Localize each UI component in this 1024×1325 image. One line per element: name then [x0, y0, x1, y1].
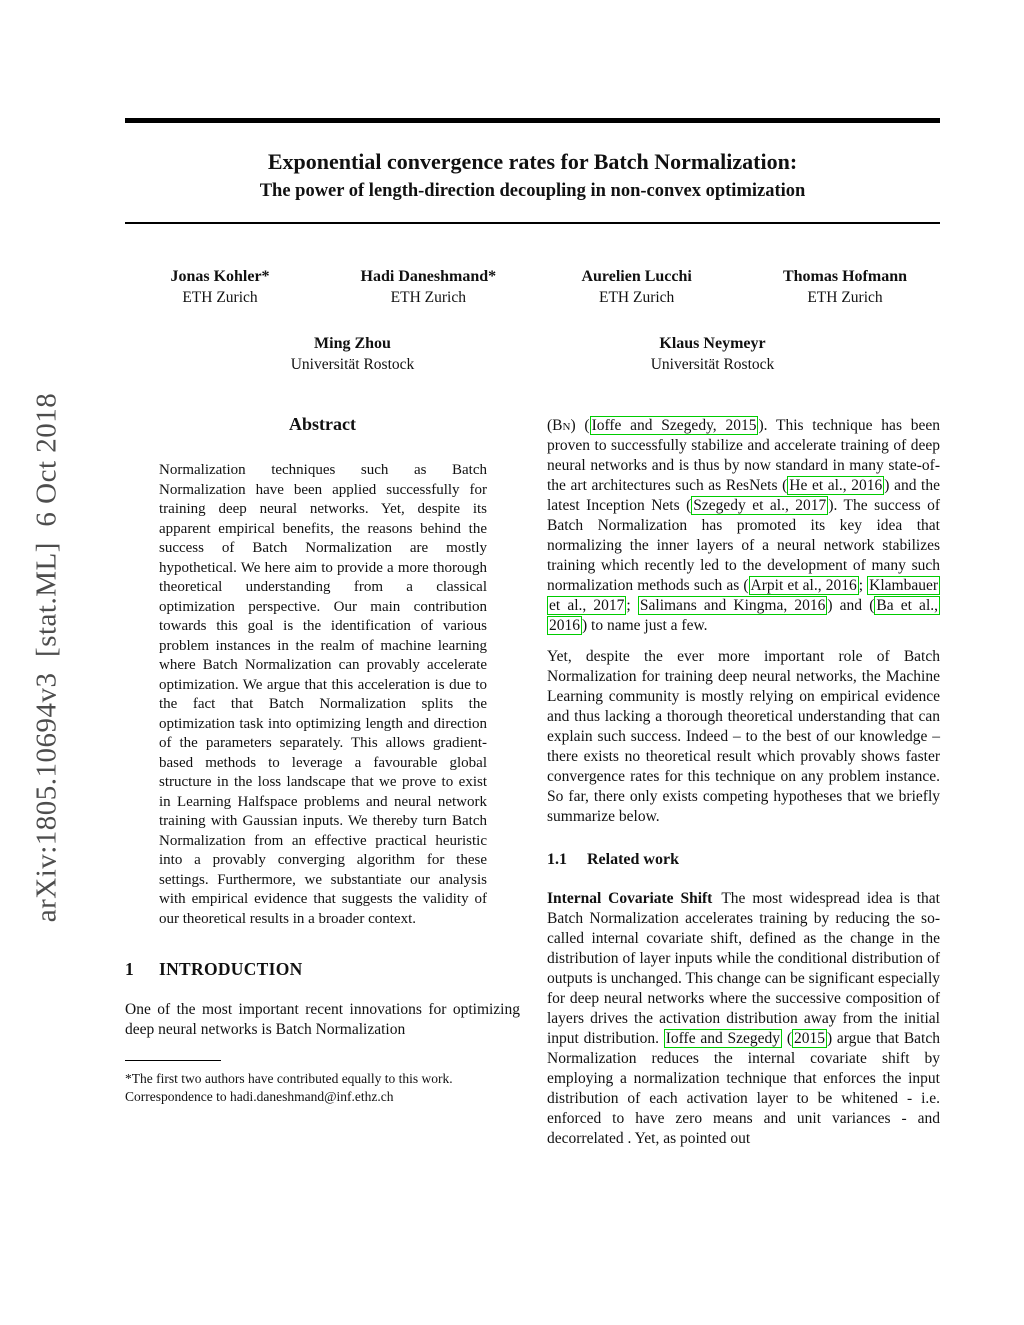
text-segment: ) argue that Batch Normalization reduces the internal covariate shift by employing a normalization technique that enforces the input distribution of each activation layer to be whitened - i.e. enforced to have zero means and unit variances - and decorrelated . Yet, as pointed out [547, 1030, 940, 1147]
text-segment: Internal Covariate Shift [547, 890, 713, 907]
section-1-heading [125, 959, 520, 980]
text-segment: ). This technique has been proven to successfully stabilize and accelerate training of deep neural networks and is thus by now standard in many state-of-the art architectures such as ResNets ( [547, 417, 940, 494]
abstract-text: Normalization techniques such as Batch Normalization have been applied successfully for training deep neural networks. Yet, despite its apparent empirical benefits, the reasons behind the success of Batch Normalization are mostly hypothetical. We here aim to provide a more thorough theoretical understanding from a classical optimization perspective. Our main contribution towards this goal is the identification of various problem instances in the realm of machine learning where Batch Normalization can provably accelerate optimization. We argue that this acceleration is due to the fact that Batch Normalization splits the optimization task into optimizing length and direction of the parameters separately. This allows gradient-based methods to leverage a favourable global structure in the loss landscape that we prove to exist in Learning Halfspace problems and neural network training with Gaussian inputs. We thereby turn Batch Normalization from an effective practical heuristic into a provably converging algorithm for these settings. Furthermore, we substantiate our analysis with empirical evidence that suggests the validity of our theoretical results in a broader context. [159, 462, 487, 927]
paragraph-motivation: Yet, despite the ever more important role of Batch Normalization for training deep neural networks, the Machine Learning community is mostly relying on empirical evidence and thus lacking a thorough theoretical understanding that can explain such success. Indeed – to the best of our knowledge – there exists no theoretical result which provably shows faster convergence rates for this technique on any problem instance. So far, there only exists competing hypotheses that we briefly summarize below. [547, 648, 940, 825]
text-segment: ; [858, 577, 868, 594]
citation-link[interactable]: Ioffe and Szegedy, 2015 [591, 417, 757, 434]
section-title: INTRODUCTION [159, 959, 303, 979]
subsection-title: Related work [587, 851, 679, 868]
introduction-paragraph: One of the most important recent innovations for optimizing deep neural networks is Batch Normalization [125, 1001, 520, 1038]
text-segment: ). The success of Batch Normalization has promoted its key idea that normalizing the inner layers of a neural network stabilizes training which recently led to the development of many such normalization methods such as ( [547, 497, 940, 594]
text-segment: ) ( [570, 417, 590, 434]
author-affiliation: ETH Zurich [182, 289, 258, 306]
footnote-text: *The first two authors have contributed equally to this work. Correspondence to hadi.daneshmand@inf.ethz.ch [125, 1071, 453, 1104]
paragraph-bn-intro [547, 416, 940, 636]
title-rule [125, 222, 940, 224]
author-name: Thomas Hofmann [782, 268, 907, 285]
author-name: Hadi Daneshmand* [360, 268, 497, 285]
author-name: Ming Zhou [314, 335, 391, 352]
citation-link[interactable]: Klambauer et al., 2017 [549, 577, 939, 614]
citation-link[interactable]: Arpit et al., 2016 [750, 577, 857, 594]
section-number: 1 [125, 959, 135, 979]
text-segment: ( [547, 417, 553, 434]
abstract-heading: Abstract [289, 414, 356, 434]
author-klaus-neymeyr [613, 335, 813, 374]
subsection-number: 1.1 [547, 851, 567, 868]
authors-row-2 [125, 335, 940, 374]
text-segment: ( [782, 1030, 792, 1047]
paper-title-line2: The power of length-direction decoupling in non-convex optimization [259, 181, 806, 201]
paragraph-related-work [547, 889, 940, 1149]
author-affiliation: ETH Zurich [390, 289, 466, 306]
author-affiliation: Universität Rostock [650, 356, 775, 373]
citation-link[interactable]: Ioffe and Szegedy [665, 1030, 781, 1047]
citation-link[interactable]: Szegedy et al., 2017 [693, 497, 827, 514]
author-affiliation: ETH Zurich [807, 289, 883, 306]
footnote-rule [125, 1060, 221, 1061]
author-hadi-daneshmand [343, 268, 513, 307]
author-aurelien-lucchi [552, 268, 722, 307]
text-segment: ) and ( [827, 597, 875, 614]
paper-content [125, 0, 940, 1149]
citation-link[interactable]: 2015 [793, 1030, 825, 1047]
subsection-related-work-heading [547, 851, 940, 869]
text-segment: The most widespread idea is that Batch Normalization accelerates training by reducing the so-called internal covariate shift, defined as the change in the distribution of layer inputs while the conditional distribution of outputs is unchanged. This change can be significant especially for deep neural networks where the successive composition of layers drives the activation distribution away from the initial input distribution. [547, 890, 940, 1047]
author-name: Jonas Kohler* [170, 268, 270, 285]
left-column [125, 408, 520, 1149]
two-column-body [125, 408, 940, 1149]
author-thomas-hofmann [760, 268, 930, 307]
right-column [547, 408, 940, 1149]
citation-link[interactable]: Salimans and Kingma, 2016 [639, 597, 826, 614]
author-affiliation: Universität Rostock [290, 356, 415, 373]
author-jonas-kohler [135, 268, 305, 307]
author-name: Klaus Neymeyr [659, 335, 766, 352]
paper-title-line1: Exponential convergence rates for Batch Normalization: [267, 149, 798, 174]
authors-row-1 [125, 268, 940, 307]
citation-link[interactable]: Ba et al., 2016 [549, 597, 938, 634]
citation-link[interactable]: He et al., 2016 [789, 477, 883, 494]
author-ming-zhou [253, 335, 453, 374]
text-segment: Bn [552, 417, 571, 434]
top-rule [125, 118, 940, 123]
text-segment: ; [626, 597, 638, 614]
author-name: Aurelien Lucchi [581, 268, 692, 285]
text-segment: ) to name just a few. [582, 617, 708, 634]
arxiv-watermark: arXiv:1805.10694v3 [stat.ML] 6 Oct 2018 [30, 392, 63, 923]
author-affiliation: ETH Zurich [598, 289, 675, 306]
text-segment: ) and the latest Inception Nets ( [547, 477, 940, 514]
